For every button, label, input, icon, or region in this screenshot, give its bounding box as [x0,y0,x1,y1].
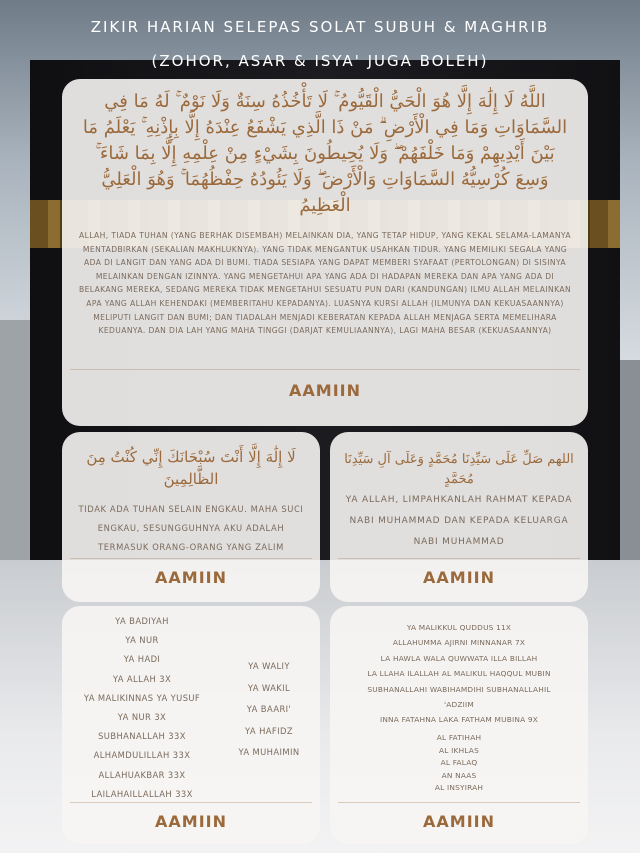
list-item: SUBHANALLAH 33X [98,731,186,742]
amin-label: AAMIIN [423,812,495,831]
selawat-translation: YA ALLAH, LIMPAHKANLAH RAHMAT KEPADA NABI MUHAMMAD DAN KEPADA KELUARGA NABI MUHAMMAD [345,495,573,547]
list-item: YA MUHAIMIN [238,747,300,758]
zikir-list-col2 [222,656,316,764]
list-item: AN NAAS [441,770,477,780]
ayat-kursi-arabic: اللَّهُ لَا إِلَٰهَ إِلَّا هُوَ الْحَيُّ الْقَيُّومُ ۚ لَا تَأْخُذُهُ سِنَةٌ وَلَا نَوْمٌ ۚ لَهُ مَا فِي السَّمَاوَاتِ وَمَا فِي الْأَرْضِ ۗ مَنْ ذَا الَّذِي يَشْفَعُ عِنْدَهُ إِلَّا بِإِذْنِهِ ۚ يَعْلَمُ مَا بَيْنَ أَيْدِيهِمْ وَمَا خَلْفَهُمْ ۖ وَلَا يُحِيطُونَ بِشَيْءٍ مِنْ عِلْمِهِ إِلَّا بِمَا شَاءَ ۚ وَسِعَ كُرْسِيُّهُ السَّمَاوَاتِ وَالْأَرْضَ ۖ وَلَا يَئُودُهُ حِفْظُهُمَا ۚ وَهُوَ الْعَلِيُّ الْعَظِيمُ [82,91,568,216]
list-item: YA NUR [125,635,159,646]
list-item: AL FATIHAH [436,733,482,742]
list-item: YA ALLAH 3X [112,673,172,684]
amin-label: AAMIIN [155,812,227,831]
list-item: YA NUR 3X [117,712,167,723]
divider [70,558,312,559]
list-item: LA HAWLA WALA QUWWATA ILLA BILLAH [380,653,538,663]
list-item: LA LLAHA ILALLAH AL MALIKUL HAQQUL MUBIN [367,669,551,679]
list-item: YA HADI [123,654,161,665]
list-item: ALHAMDULILLAH 33X [93,750,191,761]
list-item: 'ADZIIM [444,700,474,710]
doa-yunus-arabic: لَا إِلَٰهَ إِلَّا أَنْتَ سُبْحَانَكَ إِنِّي كُنْتُ مِنَ الظَّالِمِينَ [86,448,296,488]
ayat-kursi-card [62,79,588,426]
list-item: YA WALIY [248,661,290,671]
list-item: YA WAKIL [247,682,291,693]
zikir-left-card [62,606,320,844]
divider [70,369,580,370]
divider [70,802,312,803]
list-item: ALLAHUMMA AJIRNI MINNANAR 7X [392,638,526,648]
page-subtitle: (ZOHOR, ASAR & ISYA' JUGA BOLEH) [151,52,489,70]
list-item: AL INSYIRAH [434,783,484,793]
list-item: INNA FATAHNA LAKA FATHAM MUBINA 9X [379,715,539,725]
doa-yunus-translation: TIDAK ADA TUHAN SELAIN ENGKAU. MAHA SUCI ENGKAU, SESUNGGUHNYA AKU ADALAH TERMASUK ORANG-ORANG YANG ZALIM [78,504,304,552]
divider [338,802,580,803]
page-title: ZIKIR HARIAN SELEPAS SOLAT SUBUH & MAGHRIB [90,18,550,36]
amin-label: AAMIIN [155,568,227,587]
selawat-card [330,432,588,602]
list-item: AL FALAQ [440,758,478,768]
list-item: YA BAARI' [246,704,292,715]
amin-label: AAMIIN [423,568,495,587]
ayat-kursi-translation: ALLAH, TIADA TUHAN (YANG BERHAK DISEMBAH) MELAINKAN DIA, YANG TETAP HIDUP, YANG KEKAL SELAMA-LAMANYA MENTADBIRKAN (SEKALIAN MAKHLUKNYA). YANG TIDAK MENGANTUK USAHKAN TIDUR. YANG MEMILIKI SEGALA YANG ADA DI LANGIT DAN YANG ADA DI BUMI. TIADA SESIAPA YANG DAPAT MEMBERI SYAFAAT (PERTOLONGAN) DI SISINYA MELAINKAN DENGAN IZINNYA. YANG MENGETAHUI APA YANG ADA DI HADAPAN MEREKA DAN APA YANG ADA DI BELAKANG MEREKA, SEDANG MEREKA TIDAK MENGETAHUI SESUATU PUN DARI (KANDUNGAN) ILMU ALLAH MELAINKAN APA YANG ALLAH KEHENDAKI (MEMBERITAHU KEPADANYA). LUASNYA KURSI ALLAH (ILMUNYA DAN KEKUASAANNYA) MELIPUTI LANGIT DAN BUMI; DAN TIADALAH MENJADI KEBERATAN KEPADA ALLAH MENJAGA SERTA MEMELIHARA KEDUANYA. DAN DIA LAH YANG MAHA TINGGI (DARJAT KEMULIAANNYA), LAGI MAHA BESAR (KEKUASAANNYA) [78,231,572,336]
list-item: AL IKHLAS [439,745,479,755]
list-item: YA MALIKINNAS YA YUSUF [83,692,201,703]
zikir-right-card [330,606,588,844]
doa-yunus-card [62,432,320,602]
list-item: SUBHANALLAHI WABIHAMDIHI SUBHANALLAHIL [367,684,551,694]
list-item: YA MALIKKUL QUDDUS 11X [406,623,512,632]
list-item: LAILAHAILLALLAH 33X [91,788,193,799]
surah-list [334,732,584,795]
zikir-list-col1 [62,612,222,804]
list-item: YA HAFIDZ [245,725,293,736]
amin-label: AAMIIN [289,381,361,400]
list-item: ALLAHUAKBAR 33X [98,769,186,780]
list-item: YA BADIYAH [115,616,169,626]
zikir-right-list [334,620,584,728]
selawat-arabic: اللهم صَلِّ عَلَى سَيِّدِنَا مُحَمَّدٍ وَعَلَى آلِ سَيِّدِنَا مُحَمَّدٍ [344,452,574,487]
divider [338,558,580,559]
